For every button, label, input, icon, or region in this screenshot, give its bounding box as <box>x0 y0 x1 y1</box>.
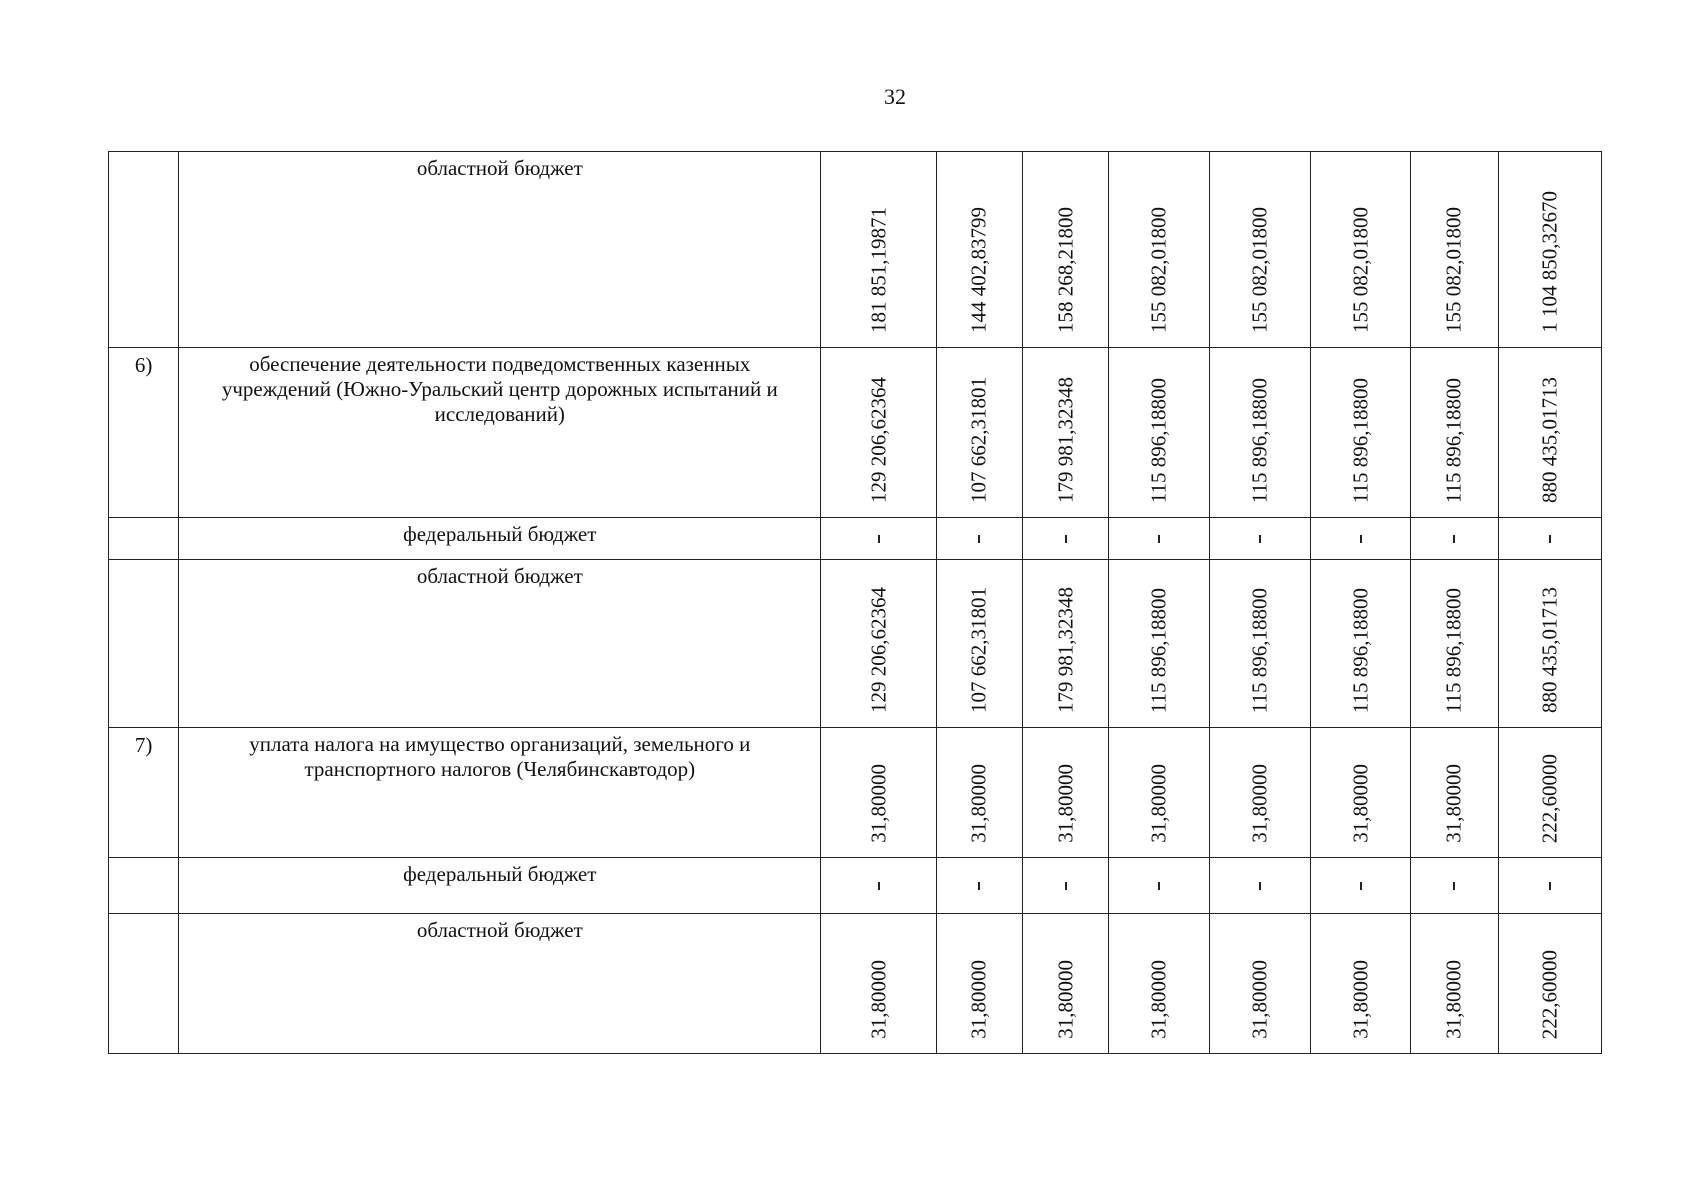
value-cell <box>1023 728 1109 858</box>
value-cell <box>1109 914 1209 1054</box>
row-description: федеральный бюджет <box>179 518 821 560</box>
value-text: 155 082,01800 <box>1348 207 1373 333</box>
dash-mark <box>1549 535 1551 543</box>
dash-mark <box>1259 882 1261 890</box>
value-cell <box>1209 914 1310 1054</box>
value-cell <box>1023 348 1109 518</box>
table-row <box>109 152 1602 348</box>
value-text: 880 435,01713 <box>1537 587 1562 713</box>
value-cell <box>821 914 936 1054</box>
value-cell-empty <box>1109 518 1209 560</box>
value-text: 222,60000 <box>1537 753 1562 843</box>
value-text: 31,80000 <box>866 960 891 1039</box>
value-cell <box>1411 728 1498 858</box>
value-cell <box>1498 152 1601 348</box>
value-text: 115 896,18800 <box>1146 377 1171 503</box>
table-row <box>109 518 1602 560</box>
dash-mark <box>878 535 880 543</box>
value-text: 31,80000 <box>966 960 991 1039</box>
value-text: 158 268,21800 <box>1053 207 1078 333</box>
value-text: 1 104 850,32670 <box>1537 191 1562 333</box>
value-cell <box>1310 914 1410 1054</box>
row-description: областной бюджет <box>179 914 821 1054</box>
value-cell <box>1209 348 1310 518</box>
value-cell <box>936 560 1022 728</box>
dash-mark <box>978 882 980 890</box>
value-text: 115 896,18800 <box>1247 377 1272 503</box>
value-cell <box>936 728 1022 858</box>
value-cell <box>1411 152 1498 348</box>
value-cell <box>1023 152 1109 348</box>
row-number <box>109 152 179 348</box>
value-text: 31,80000 <box>966 764 991 843</box>
value-text: 115 896,18800 <box>1146 587 1171 713</box>
value-text: 31,80000 <box>1348 764 1373 843</box>
value-text: 31,80000 <box>1053 960 1078 1039</box>
value-cell <box>1209 728 1310 858</box>
value-cell <box>1023 914 1109 1054</box>
value-text: 880 435,01713 <box>1537 377 1562 503</box>
value-cell-empty <box>1498 858 1601 914</box>
value-text: 31,80000 <box>1146 764 1171 843</box>
value-text: 179 981,32348 <box>1053 377 1078 503</box>
table-row <box>109 728 1602 858</box>
value-text: 144 402,83799 <box>966 207 991 333</box>
dash-mark <box>1360 882 1362 890</box>
value-cell-empty <box>1023 518 1109 560</box>
value-text: 31,80000 <box>1441 764 1466 843</box>
value-cell-empty <box>1209 858 1310 914</box>
value-cell <box>1109 348 1209 518</box>
value-cell <box>1411 348 1498 518</box>
table-row <box>109 858 1602 914</box>
dash-mark <box>1549 882 1551 890</box>
row-description: областной бюджет <box>179 560 821 728</box>
row-description: областной бюджет <box>179 152 821 348</box>
value-cell <box>936 348 1022 518</box>
value-text: 31,80000 <box>1247 960 1272 1039</box>
value-text: 107 662,31801 <box>966 587 991 713</box>
value-cell <box>821 152 936 348</box>
table-row <box>109 560 1602 728</box>
value-cell <box>821 728 936 858</box>
row-number <box>109 914 179 1054</box>
value-cell-empty <box>1498 518 1601 560</box>
value-text: 115 896,18800 <box>1441 377 1466 503</box>
value-cell <box>1209 560 1310 728</box>
value-cell <box>1109 560 1209 728</box>
dash-mark <box>1158 882 1160 890</box>
row-description: уплата налога на имущество организаций, земельного и транспортного налогов (Челябинскавтодор) <box>179 728 821 858</box>
value-text: 107 662,31801 <box>966 377 991 503</box>
dash-mark <box>1158 535 1160 543</box>
row-number <box>109 560 179 728</box>
table-row <box>109 348 1602 518</box>
dash-mark <box>1453 882 1455 890</box>
value-cell <box>1411 914 1498 1054</box>
value-text: 155 082,01800 <box>1441 207 1466 333</box>
row-number: 7) <box>109 728 179 858</box>
value-text: 31,80000 <box>1247 764 1272 843</box>
row-number <box>109 518 179 560</box>
row-description: обеспечение деятельности подведомственных казенных учреждений (Южно-Уральский центр дорожных испытаний и исследований) <box>179 348 821 518</box>
value-text: 129 206,62364 <box>866 377 891 503</box>
value-cell-empty <box>821 858 936 914</box>
value-cell-empty <box>821 518 936 560</box>
row-description: федеральный бюджет <box>179 858 821 914</box>
value-text: 31,80000 <box>1053 764 1078 843</box>
value-cell <box>1310 560 1410 728</box>
row-number: 6) <box>109 348 179 518</box>
value-text: 181 851,19871 <box>866 207 891 333</box>
dash-mark <box>1453 535 1455 543</box>
dash-mark <box>1065 882 1067 890</box>
table-row <box>109 914 1602 1054</box>
value-cell-empty <box>1209 518 1310 560</box>
value-text: 31,80000 <box>1146 960 1171 1039</box>
value-cell <box>1109 728 1209 858</box>
value-cell <box>1498 348 1601 518</box>
row-number <box>109 858 179 914</box>
value-cell <box>1310 152 1410 348</box>
value-cell-empty <box>936 518 1022 560</box>
value-text: 155 082,01800 <box>1247 207 1272 333</box>
value-cell <box>821 348 936 518</box>
value-cell-empty <box>1411 858 1498 914</box>
value-cell <box>1498 728 1601 858</box>
value-cell <box>1109 152 1209 348</box>
value-text: 31,80000 <box>1441 960 1466 1039</box>
value-cell-empty <box>1023 858 1109 914</box>
value-text: 115 896,18800 <box>1441 587 1466 713</box>
dash-mark <box>1065 535 1067 543</box>
value-cell <box>1310 728 1410 858</box>
value-text: 115 896,18800 <box>1247 587 1272 713</box>
value-cell <box>1023 560 1109 728</box>
value-cell <box>936 152 1022 348</box>
value-text: 31,80000 <box>1348 960 1373 1039</box>
value-cell <box>1498 560 1601 728</box>
value-cell-empty <box>1109 858 1209 914</box>
value-text: 155 082,01800 <box>1146 207 1171 333</box>
value-cell <box>821 560 936 728</box>
budget-table <box>108 151 1602 1054</box>
dash-mark <box>1259 535 1261 543</box>
value-cell <box>1310 348 1410 518</box>
value-text: 115 896,18800 <box>1348 587 1373 713</box>
value-text: 179 981,32348 <box>1053 587 1078 713</box>
value-cell <box>1411 560 1498 728</box>
value-cell <box>936 914 1022 1054</box>
value-cell-empty <box>1411 518 1498 560</box>
dash-mark <box>1360 535 1362 543</box>
value-cell-empty <box>1310 858 1410 914</box>
dash-mark <box>878 882 880 890</box>
value-cell-empty <box>936 858 1022 914</box>
value-cell <box>1498 914 1601 1054</box>
value-text: 129 206,62364 <box>866 587 891 713</box>
value-text: 31,80000 <box>866 764 891 843</box>
value-cell <box>1209 152 1310 348</box>
value-text: 115 896,18800 <box>1348 377 1373 503</box>
value-text: 222,60000 <box>1537 949 1562 1039</box>
page-number: 32 <box>884 84 906 109</box>
value-cell-empty <box>1310 518 1410 560</box>
dash-mark <box>978 535 980 543</box>
